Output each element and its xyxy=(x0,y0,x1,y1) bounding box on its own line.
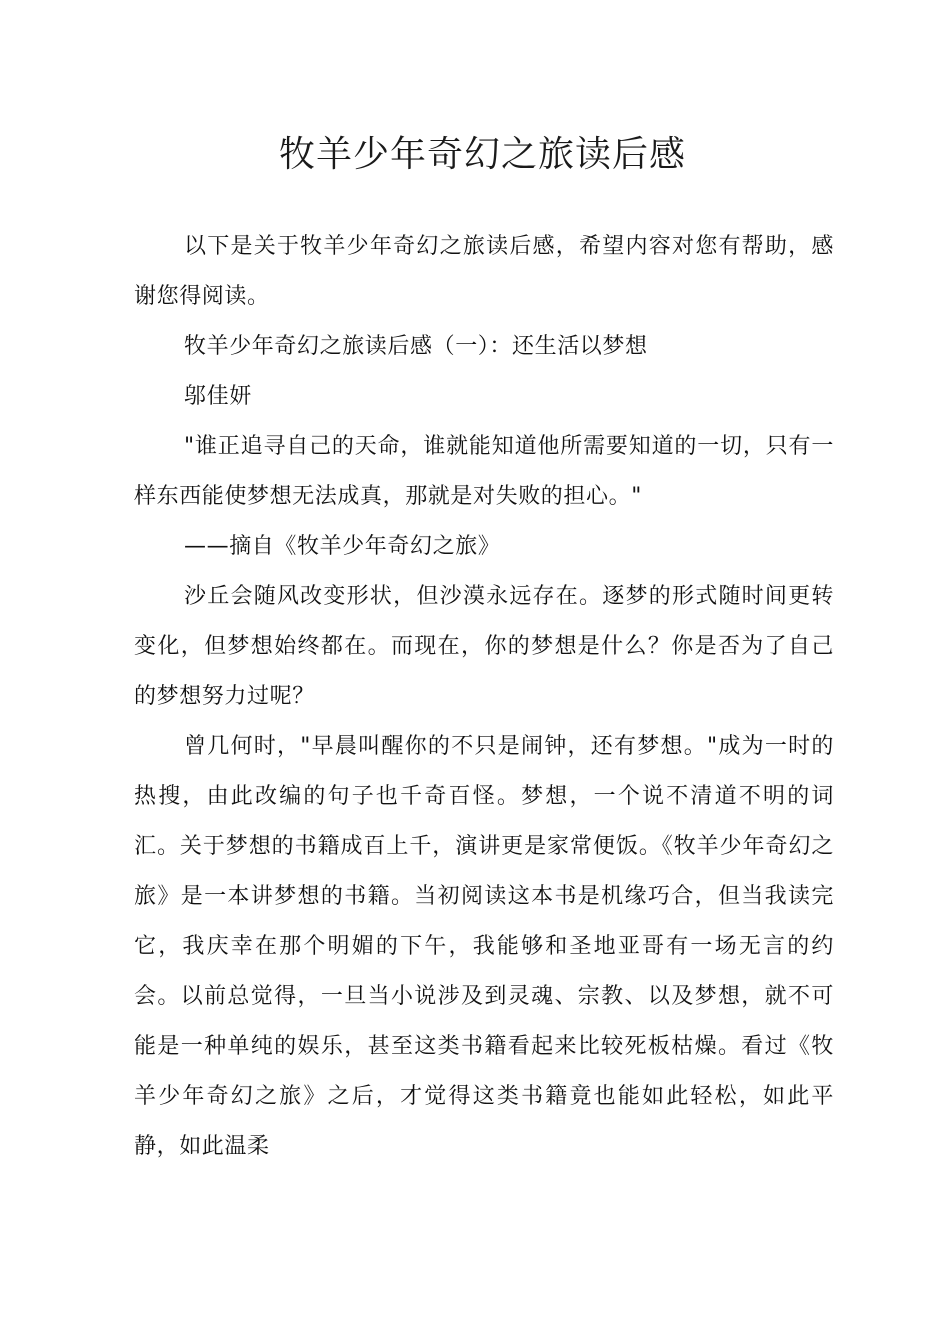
paragraph-author: 邬佳妍 xyxy=(184,384,252,409)
paragraph-intro: 以下是关于牧羊少年奇幻之旅读后感，希望内容对您有帮助，感谢您得阅读。 xyxy=(134,234,834,309)
paragraph-subtitle: 牧羊少年奇幻之旅读后感（一）：还生活以梦想 xyxy=(184,334,648,359)
paragraph-quote-source: ——摘自《牧羊少年奇幻之旅》 xyxy=(184,534,501,559)
document-title: 牧羊少年奇幻之旅读后感 xyxy=(278,134,686,175)
paragraph-body-1: 沙丘会随风改变形状，但沙漠永远存在。逐梦的形式随时间更转变化，但梦想始终都在。而现在，你的梦想是什么？你是否为了自己的梦想努力过呢？ xyxy=(134,584,834,709)
paragraph-body-2: 曾几何时，"早晨叫醒你的不只是闹钟，还有梦想。"成为一时的热搜，由此改编的句子也千奇百怪。梦想，一个说不清道不明的词汇。关于梦想的书籍成百上千，演讲更是家常便饭。《牧羊少年奇幻之旅》是一本讲梦想的书籍。当初阅读这本书是机缘巧合，但当我读完它，我庆幸在那个明媚的下午，我能够和圣地亚哥有一场无言的约会。以前总觉得，一旦当小说涉及到灵魂、宗教、以及梦想，就不可能是一种单纯的娱乐，甚至这类书籍看起来比较死板枯燥。看过《牧羊少年奇幻之旅》之后，才觉得这类书籍竟也能如此轻松，如此平静，如此温柔 xyxy=(134,734,834,1159)
paragraph-quote: "谁正追寻自己的天命，谁就能知道他所需要知道的一切，只有一样东西能使梦想无法成真，那就是对失败的担心。" xyxy=(134,434,834,509)
document-body xyxy=(134,222,834,1172)
